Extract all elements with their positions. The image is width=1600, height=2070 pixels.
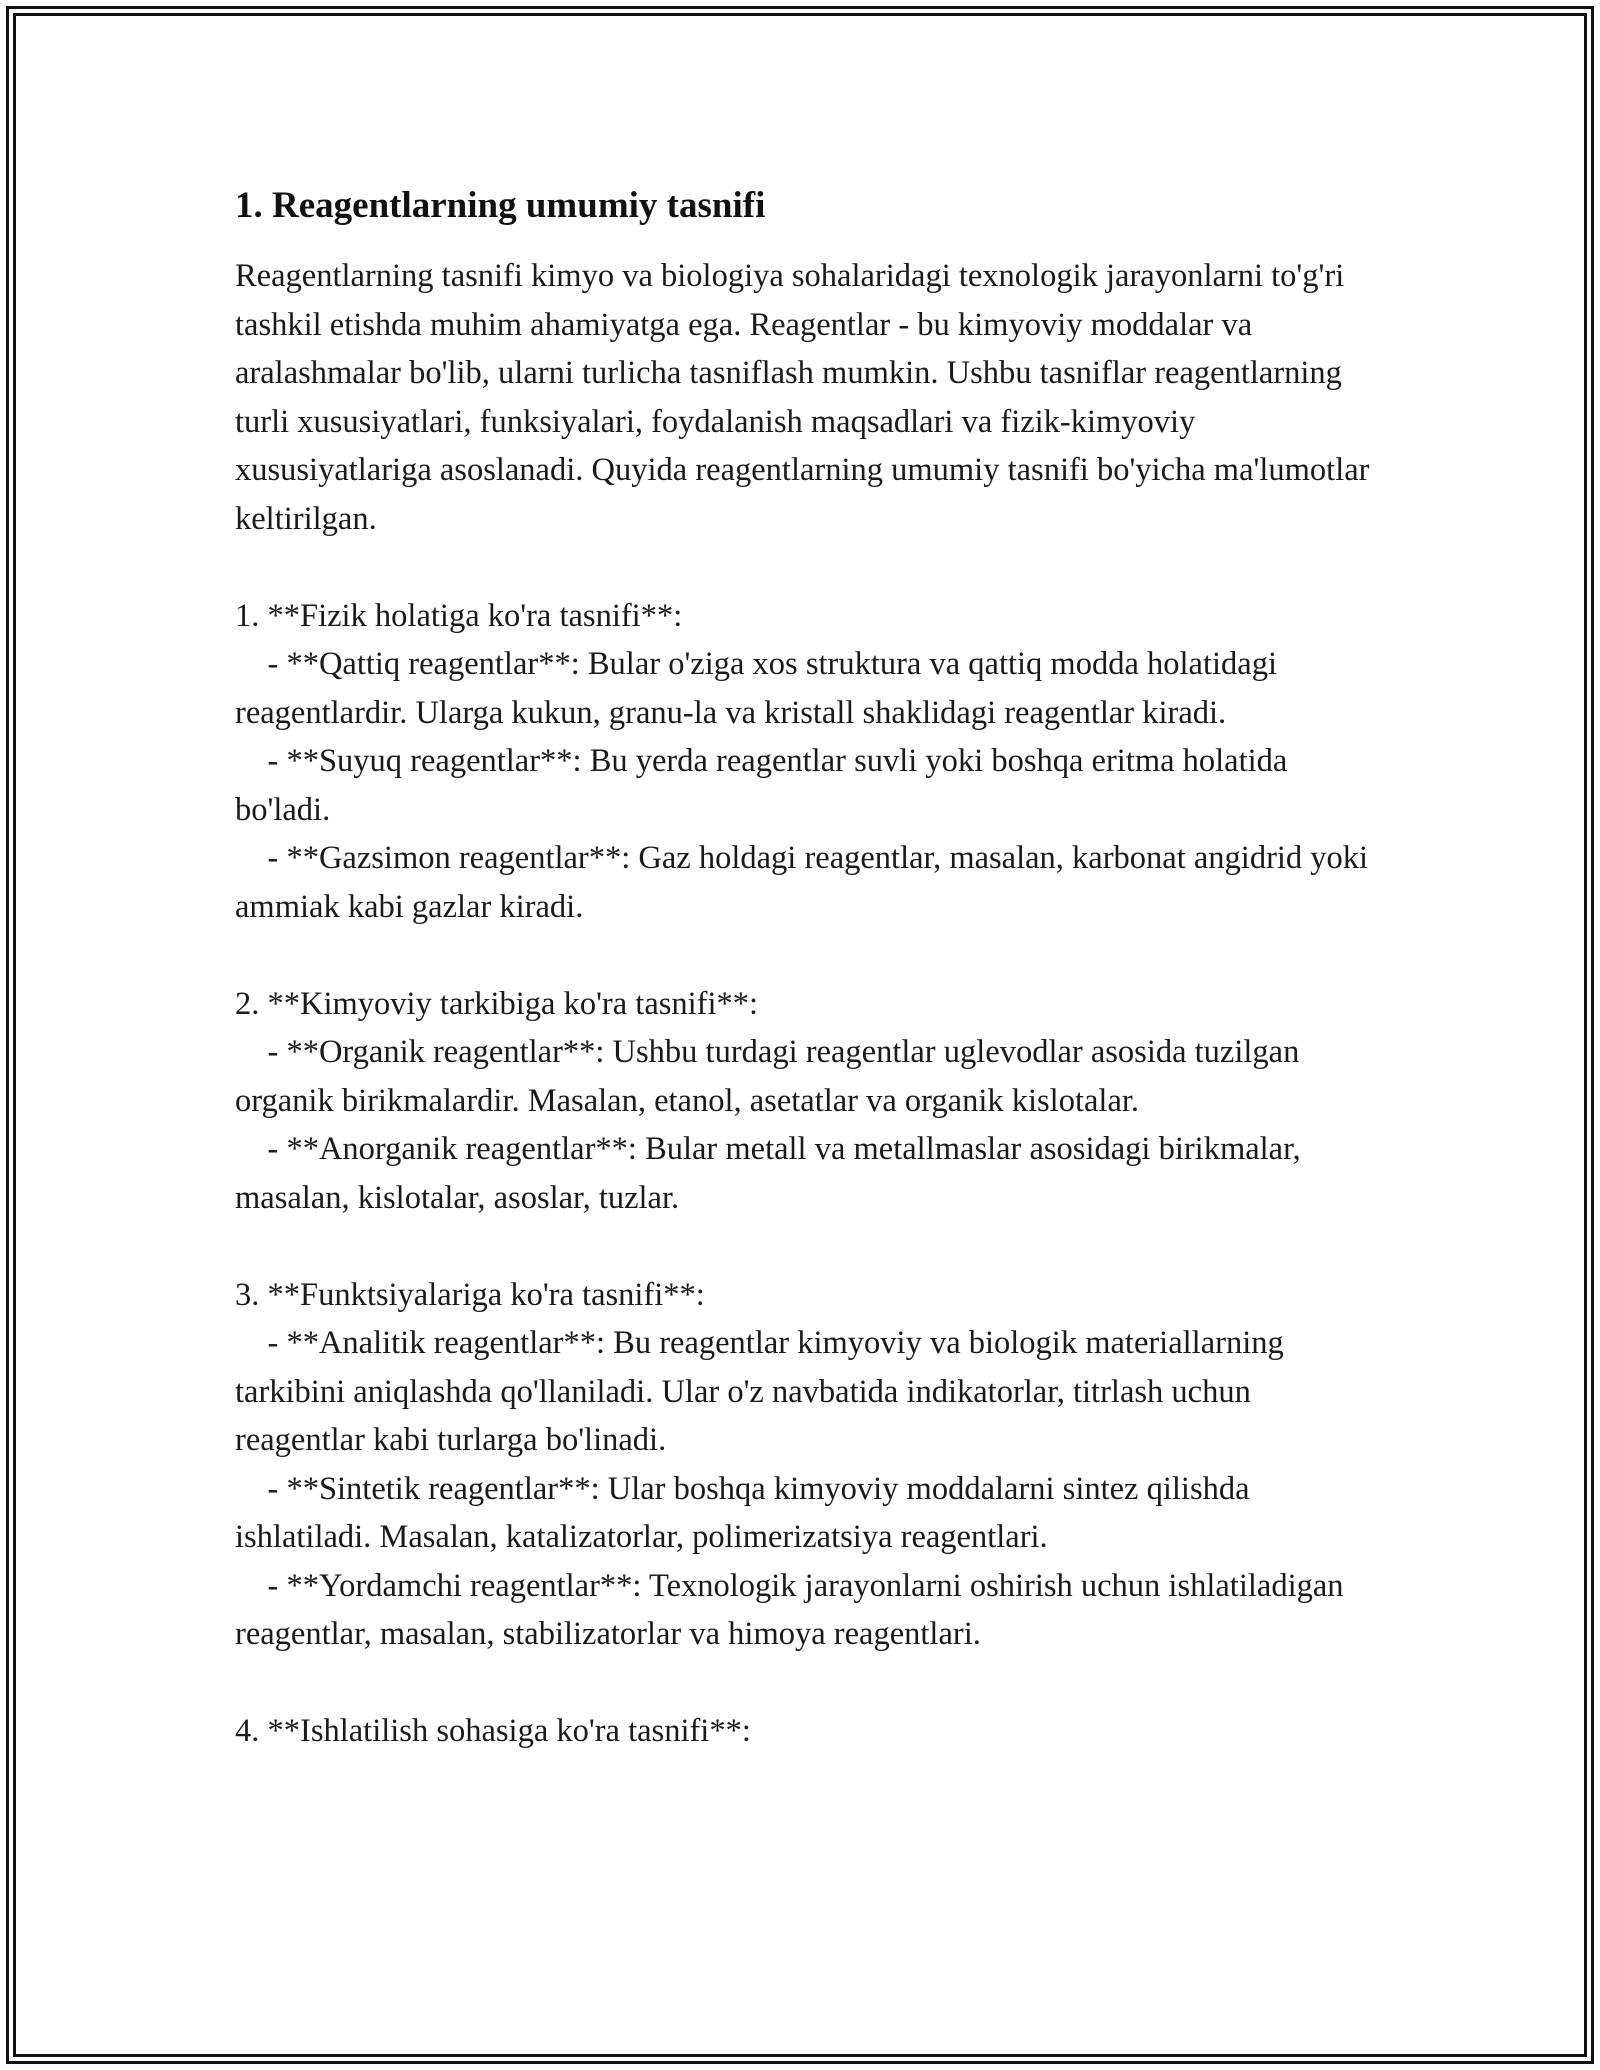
list-item: - **Organik reagentlar**: Ushbu turdagi reagentlar uglevodlar asosida tuzilgan organik birikmalardir. Masalan, etanol, asetatlar va organik kislotalar. bbox=[235, 1034, 1300, 1119]
section-title: 1. **Fizik holatiga ko'ra tasnifi**: bbox=[235, 597, 683, 634]
classification-section-4 bbox=[235, 1707, 1375, 1756]
intro-paragraph: Reagentlarning tasnifi kimyo va biologiya sohalaridagi texnologik jarayonlarni to'g'ri tashkil etishda muhim ahamiyatga ega. Reagentlar - bu kimyoviy moddalar va aralashmalar bo'lib, ularni turlicha tasniflash mumkin. Ushbu tasniflar reagentlarning turli xususiyatlari, funksiyalari, foydalanish maqsadlari va fizik-kimyoviy xususiyatlariga asoslanadi. Quyida reagentlarning umumiy tasnifi bo'yicha ma'lumotlar keltirilgan. bbox=[235, 258, 1370, 537]
classification-section-3 bbox=[235, 1271, 1375, 1659]
section-title: 2. **Kimyoviy tarkibiga ko'ra tasnifi**: bbox=[235, 985, 759, 1022]
list-item: - **Sintetik reagentlar**: Ular boshqa kimyoviy moddalarni sintez qilishda ishlatiladi. Masalan, katalizatorlar, polimerizatsiya reagentlari. bbox=[235, 1470, 1250, 1555]
list-item: - **Qattiq reagentlar**: Bular o'ziga xos struktura va qattiq modda holatidagi reagentlardir. Ularga kukun, granu-la va kristall shaklidagi reagentlar kiradi. bbox=[235, 646, 1277, 731]
section-heading: 1. Reagentlarning umumiy tasnifi bbox=[235, 185, 766, 226]
list-item: - **Anorganik reagentlar**: Bular metall va metallmaslar asosidagi birikmalar, masalan, kislotalar, asoslar, tuzlar. bbox=[235, 1131, 1301, 1216]
document-body bbox=[235, 182, 1375, 1756]
list-item: - **Analitik reagentlar**: Bu reagentlar kimyoviy va biologik materiallarning tarkibini aniqlashda qo'llaniladi. Ular o'z navbatida indikatorlar, titrlash uchun reagentlar kabi turlarga bo'linadi. bbox=[235, 1325, 1284, 1458]
list-item: - **Yordamchi reagentlar**: Texnologik jarayonlarni oshirish uchun ishlatiladigan reagentlar, masalan, stabilizatorlar va himoya reagentlari. bbox=[235, 1567, 1344, 1652]
list-item: - **Suyuq reagentlar**: Bu yerda reagentlar suvli yoki boshqa eritma holatida bo'ladi. bbox=[235, 743, 1288, 828]
classification-section-2 bbox=[235, 980, 1375, 1223]
section-title: 3. **Funktsiyalariga ko'ra tasnifi**: bbox=[235, 1276, 705, 1313]
section-title: 4. **Ishlatilish sohasiga ko'ra tasnifi**: bbox=[235, 1713, 751, 1749]
list-item: - **Gazsimon reagentlar**: Gaz holdagi reagentlar, masalan, karbonat angidrid yoki ammiak kabi gazlar kiradi. bbox=[235, 840, 1369, 925]
classification-section-1 bbox=[235, 592, 1375, 932]
